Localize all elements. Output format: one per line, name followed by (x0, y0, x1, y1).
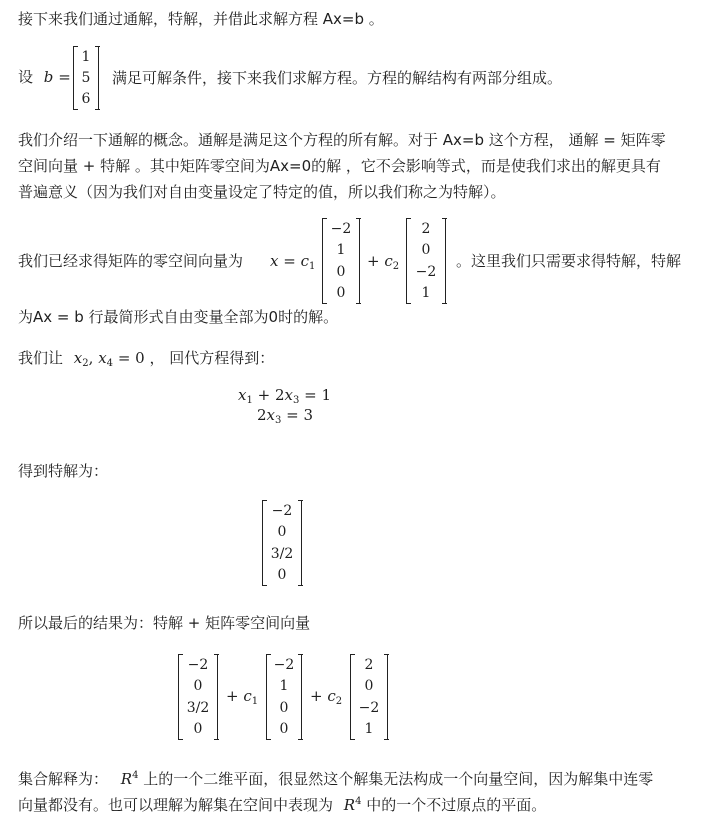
interpretation-prefix: 集合解释为： (18, 770, 109, 788)
result-particular-vector (178, 654, 218, 740)
c2-coefficient: c (384, 252, 393, 270)
vector-entry: 0 (277, 567, 287, 584)
let-free-paragraph (18, 348, 274, 374)
vector-entry: 3/2 (186, 699, 210, 716)
x1-variable: x (238, 386, 247, 404)
vector-entry: 0 (193, 678, 203, 695)
b-entry: 1 (81, 48, 91, 65)
two: 2 (257, 406, 267, 424)
equation-2 (257, 405, 313, 431)
x1-subscript: 1 (246, 395, 253, 406)
b-variable: b (43, 68, 54, 86)
vector-entry: 0 (336, 285, 346, 302)
vector-entry: 1 (336, 242, 346, 259)
x4-variable: x (98, 349, 107, 367)
concept-line-2: 空间向量 + 特解 。其中矩阵零空间为Ax=0的解 ，它不会影响等式，而是使我们求出的解更具有 (18, 157, 661, 175)
c1-coefficient: c (300, 252, 310, 270)
plus-sign: + (367, 252, 380, 270)
vector-entry: 0 (277, 524, 287, 541)
interpretation-line-2-prefix: 向量都没有。也可以理解为解集在空间中表现为 (18, 796, 334, 814)
vector-entry: −2 (273, 656, 295, 673)
set-b-prefix: 设 (18, 68, 34, 86)
particular-vector (262, 500, 302, 586)
result-plus-c2 (310, 686, 342, 712)
vector-entry: 3/2 (270, 545, 294, 562)
x3-variable: x (284, 386, 293, 404)
nullspace-line-2: 为Ax = b 行最简形式自由变量全部为0时的解。 (18, 308, 339, 326)
c2-subscript: 2 (335, 696, 343, 707)
vector-entry: 0 (421, 242, 431, 259)
rhs: = 1 (299, 386, 331, 404)
x4-subscript: 4 (106, 358, 114, 369)
vector-entry: 2 (421, 220, 431, 237)
nullspace-vector-1 (322, 218, 360, 304)
result-nullspace-vector-2 (350, 654, 388, 740)
x3-subscript: 3 (275, 415, 282, 426)
b-entry: 6 (81, 91, 91, 108)
x2-subscript: 2 (82, 358, 89, 369)
c1-coefficient: c (243, 687, 252, 705)
intro-paragraph: 接下来我们通过通解，特解，并借此求解方程 Ax=b 。 (18, 10, 384, 28)
particular-label: 得到特解为： (18, 462, 109, 480)
equals-zero: = 0 (117, 349, 145, 367)
vector-entry: 0 (279, 721, 289, 738)
vector-entry: −2 (330, 220, 352, 237)
R-symbol: R (120, 770, 133, 788)
x3-subscript: 3 (292, 395, 300, 406)
plus-sign: + (226, 687, 239, 705)
vector-entry: −2 (187, 656, 209, 673)
vector-entry: 0 (279, 699, 289, 716)
R-symbol: R (343, 796, 356, 814)
c1-subscript: 1 (309, 261, 316, 272)
vector-entry: −2 (271, 502, 293, 519)
x-variable: x (270, 252, 279, 270)
nullspace-suffix: 。这里我们只需要求得特解，特解 (456, 252, 682, 270)
vector-entry: 2 (364, 656, 374, 673)
comma: , (88, 349, 94, 367)
b-entry: 5 (81, 69, 91, 86)
concept-line-3: 普遍意义（因为我们对自由变量设定了特定的值，所以我们称之为特解）。 (18, 183, 506, 201)
R-superscript: 4 (132, 770, 139, 781)
vector-entry: −2 (358, 699, 380, 716)
nullspace-prefix: 我们已经求得矩阵的零空间向量为 (18, 252, 244, 270)
vector-entry: 0 (336, 263, 346, 280)
c1-subscript: 1 (251, 696, 259, 707)
interpretation-line-1-rest: 上的一个二维平面，很显然这个解集无法构成一个向量空间，因为解集中连零 (143, 770, 654, 788)
vector-entry: 1 (364, 721, 374, 738)
plus-sign: + (310, 687, 323, 705)
x3-variable: x (266, 406, 276, 424)
nullspace-plus-c2 (367, 251, 399, 277)
c2-coefficient: c (327, 687, 336, 705)
let-suffix: ， 回代方程得到： (149, 349, 275, 367)
R-superscript: 4 (355, 796, 362, 807)
result-label: 所以最后的结果为：特解 + 矩阵零空间向量 (18, 614, 311, 632)
interpretation-line-1 (18, 766, 653, 789)
set-b-suffix: 满足可解条件，接下来我们求解方程。方程的解结构有两部分组成。 (112, 69, 563, 87)
equals-sign: = (58, 68, 71, 86)
x2-variable: x (73, 349, 83, 367)
result-plus-c1 (226, 686, 258, 712)
vector-entry: 0 (193, 721, 203, 738)
vector-entry: 1 (421, 285, 431, 302)
nullspace-vector-2 (406, 218, 446, 304)
concept-line-1: 我们介绍一下通解的概念。通解是满足这个方程的所有解。对于 Ax=b 这个方程， 通解 = 矩阵零 (18, 131, 666, 149)
equals-sign: = (283, 252, 296, 270)
result-nullspace-vector-1 (266, 654, 302, 740)
interpretation-line-2-rest: 中的一个不过原点的平面。 (366, 796, 547, 814)
plus-two: + 2 (252, 386, 285, 404)
let-prefix: 我们让 (18, 349, 64, 367)
c2-subscript: 2 (392, 261, 400, 272)
vector-entry: 0 (364, 678, 374, 695)
vector-entry: 1 (279, 678, 289, 695)
vector-entry: −2 (415, 263, 437, 280)
interpretation-line-2 (18, 792, 546, 815)
rhs: = 3 (281, 406, 314, 424)
b-vector (73, 46, 99, 110)
nullspace-expression (270, 251, 315, 277)
